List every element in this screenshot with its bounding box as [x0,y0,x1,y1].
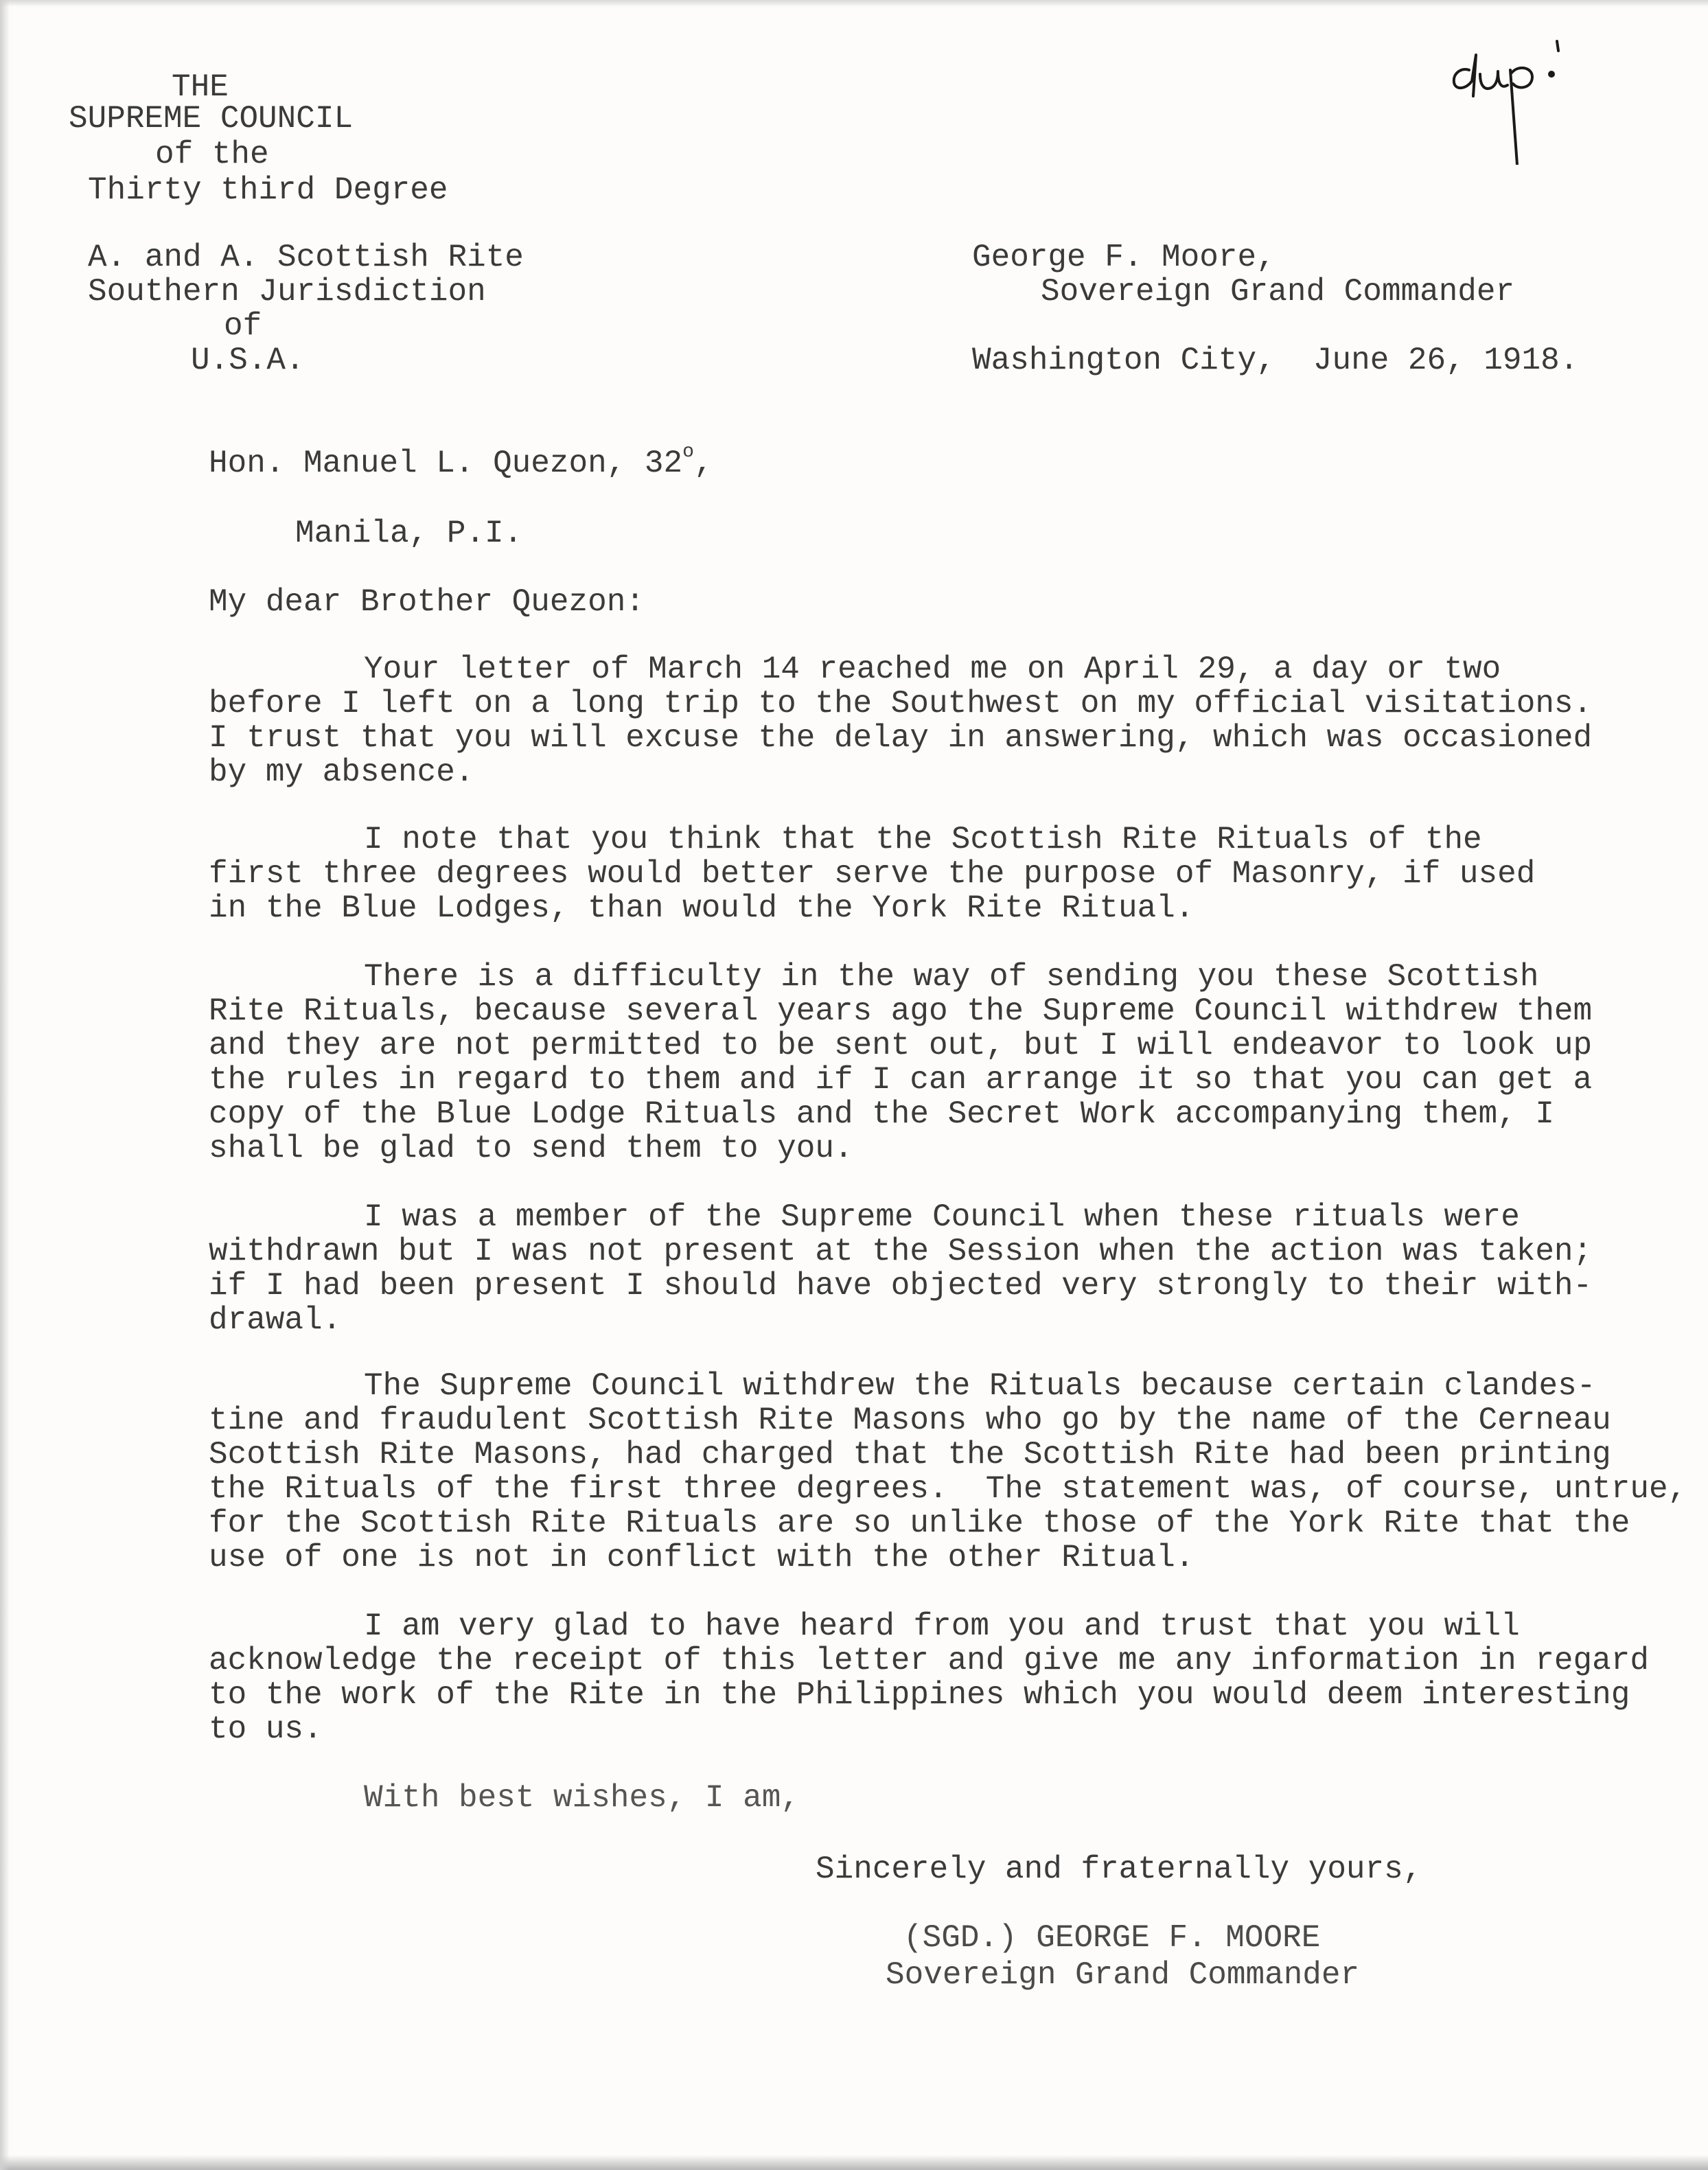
letterhead-line-of: of [224,308,262,344]
body-p6-line-4: to us. [209,1711,323,1747]
closing-signature: (SGD.) GEORGE F. MOORE [903,1920,1321,1956]
recipient-name-line [209,441,713,481]
closing-valediction: Sincerely and fraternally yours, [816,1851,1422,1887]
body-p4-line-4: drawal. [209,1302,342,1338]
salutation: My dear Brother Quezon: [209,584,645,620]
closing-signature-title: Sovereign Grand Commander [886,1957,1360,1993]
closing-wishes: With best wishes, I am, [364,1780,800,1816]
body-p4-line-1: I was a member of the Supreme Council when these rituals were [364,1199,1520,1235]
page-bottom-edge [0,2155,1708,2170]
body-p1-line-4: by my absence. [209,754,474,790]
commander-name: George F. Moore, [972,240,1276,275]
page-top-edge [0,0,1708,7]
body-p3-line-5: copy of the Blue Lodge Rituals and the Secret Work accompanying them, I [209,1096,1554,1132]
body-p5-line-5: for the Scottish Rite Rituals are so unlike those of the York Rite that the [209,1505,1630,1541]
body-p3-line-4: the rules in regard to them and if I can arrange it so that you can get a [209,1062,1593,1098]
body-p5-line-4: the Rituals of the first three degrees. The statement was, of course, untrue, [209,1471,1687,1507]
body-p5-line-6: use of one is not in conflict with the other Ritual. [209,1540,1195,1575]
body-p2-line-3: in the Blue Lodges, than would the York Rite Ritual. [209,890,1195,926]
letterhead-line-rite: A. and A. Scottish Rite [88,240,524,275]
letterhead-line-of-the: of the [155,137,269,172]
body-p1-line-1: Your letter of March 14 reached me on April 29, a day or two [364,651,1501,687]
place-and-date: Washington City, June 26, 1918. [972,343,1579,378]
letterhead-line-usa: U.S.A. [191,343,305,378]
body-p4-line-2: withdrawn but I was not present at the Session when the action was taken; [209,1234,1593,1269]
commander-title: Sovereign Grand Commander [1041,274,1515,310]
degree-mark: o [682,441,694,463]
body-p3-line-3: and they are not permitted to be sent out, but I will endeavor to look up [209,1028,1593,1063]
letterhead-line-the: THE [172,69,229,105]
body-p6-line-3: to the work of the Rite in the Philippines which you would deem interesting [209,1677,1630,1713]
body-p1-line-2: before I left on a long trip to the Southwest on my official visitations. [209,686,1593,722]
body-p5-line-2: tine and fraudulent Scottish Rite Masons who go by the name of the Cerneau [209,1403,1611,1438]
body-p4-line-3: if I had been present I should have objected very strongly to their with- [209,1268,1593,1304]
body-p5-line-3: Scottish Rite Masons, had charged that the Scottish Rite had been printing [209,1437,1611,1473]
body-p3-line-2: Rite Rituals, because several years ago the Supreme Council withdrew them [209,993,1593,1029]
body-p2-line-1: I note that you think that the Scottish Rite Rituals of the [364,822,1482,857]
body-p6-line-2: acknowledge the receipt of this letter and give me any information in regard [209,1643,1649,1678]
recipient-comma: , [693,446,713,481]
recipient-name: Hon. Manuel L. Quezon, 32 [209,446,683,481]
recipient-location: Manila, P.I. [295,516,523,551]
body-p2-line-2: first three degrees would better serve the purpose of Masonry, if used [209,856,1536,892]
body-p3-line-6: shall be glad to send them to you. [209,1131,853,1166]
handwritten-dup-annotation [1442,27,1600,165]
page-left-edge [0,0,10,2170]
body-p6-line-1: I am very glad to have heard from you and trust that you will [364,1608,1520,1644]
body-p3-line-1: There is a difficulty in the way of sending you these Scottish [364,959,1539,995]
body-p1-line-3: I trust that you will excuse the delay in answering, which was occasioned [209,720,1593,756]
letterhead-line-jurisdiction: Southern Jurisdiction [88,274,486,310]
body-p5-line-1: The Supreme Council withdrew the Rituals because certain clandes- [364,1368,1596,1404]
letterhead-line-degree: Thirty third Degree [88,172,448,208]
letterhead-line-supreme-council: SUPREME COUNCIL [69,101,354,137]
